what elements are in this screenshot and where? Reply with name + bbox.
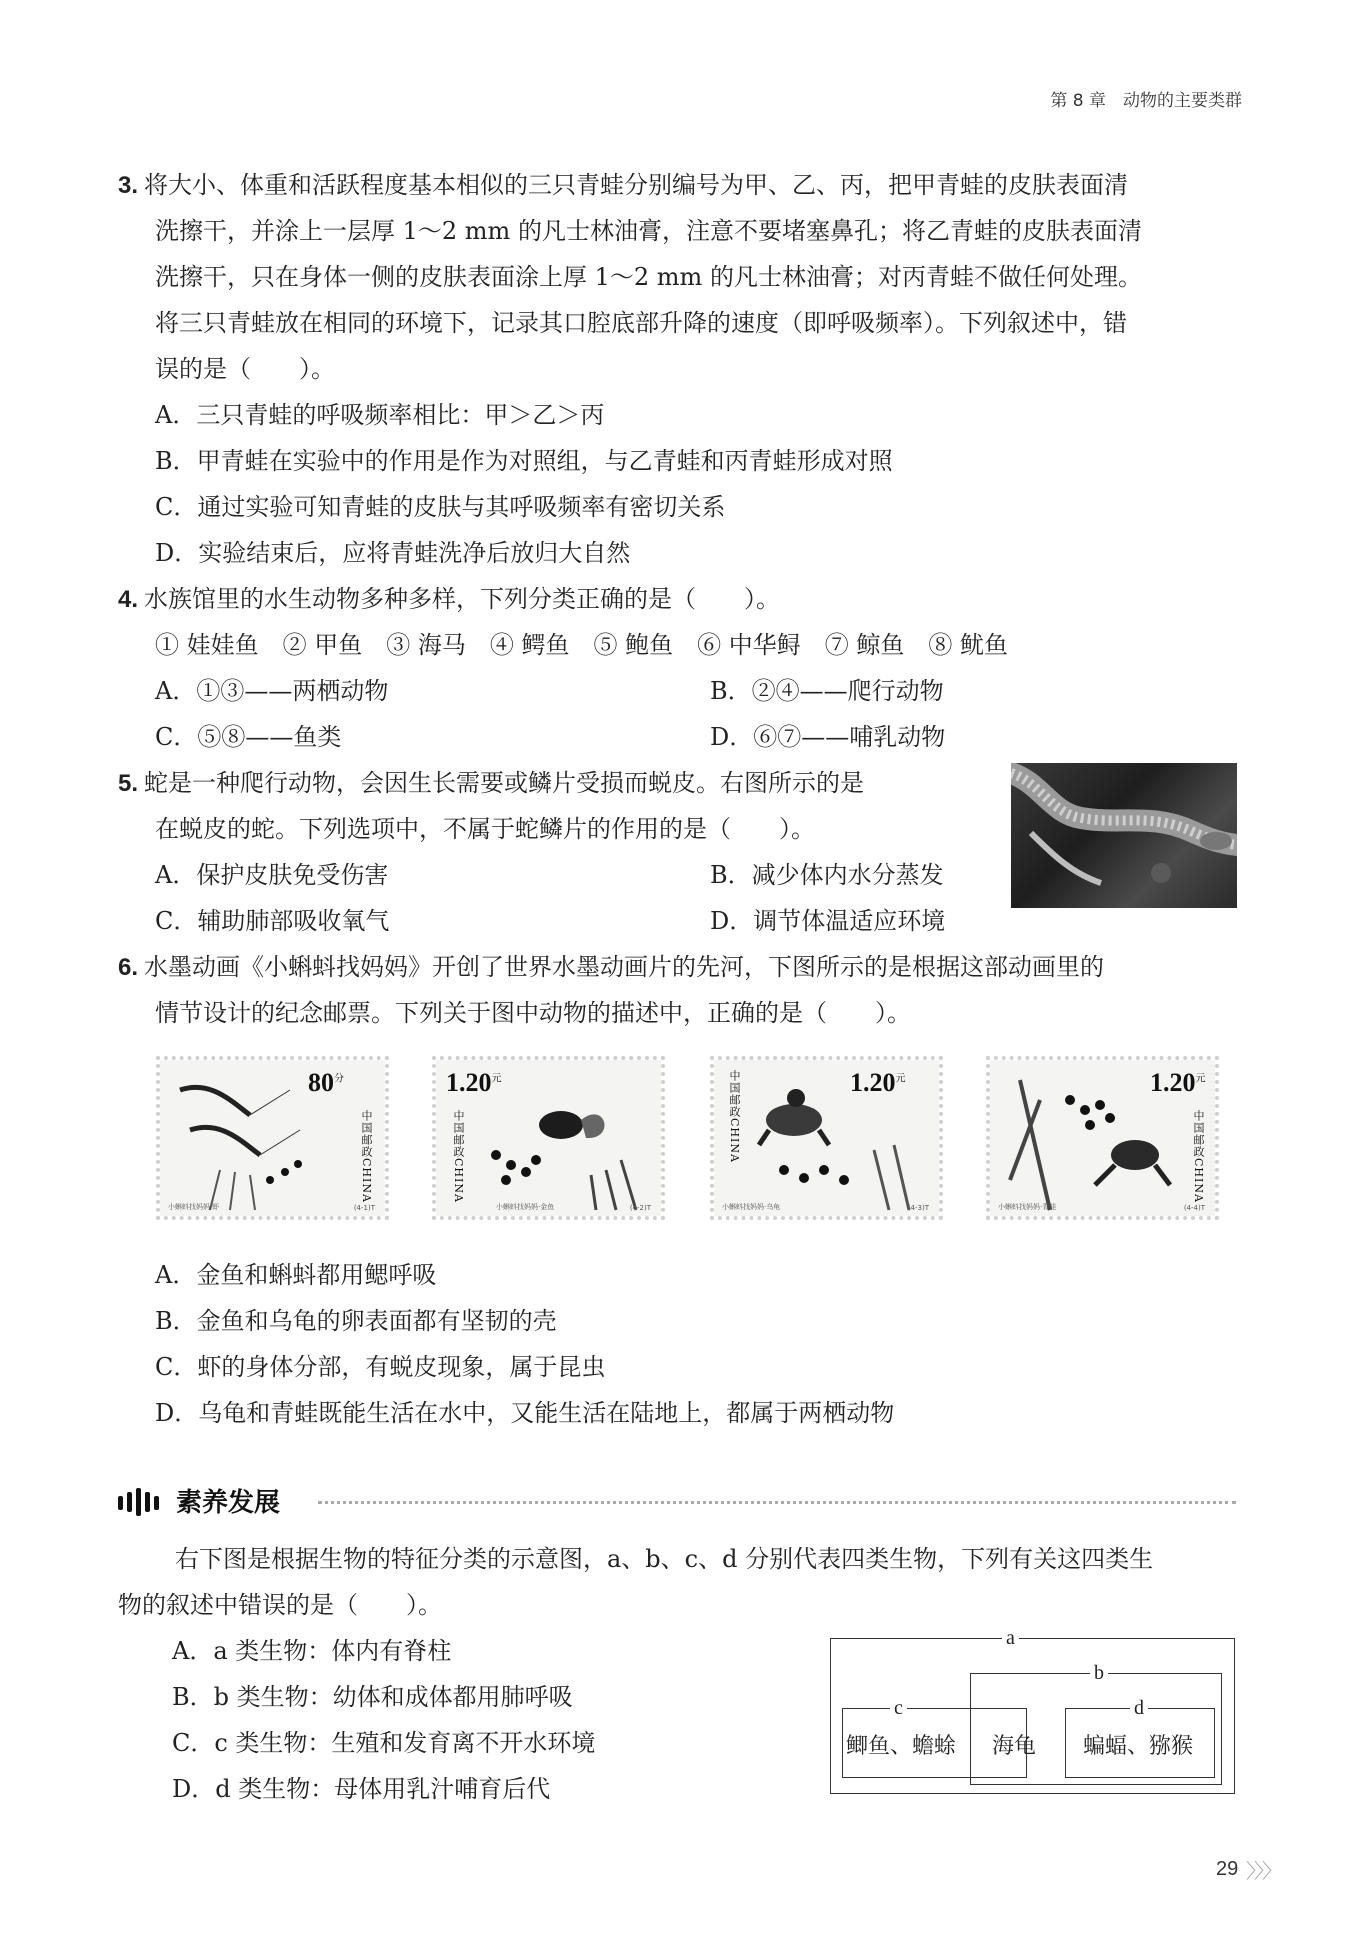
stamp-post-2: 中国邮政CHINA xyxy=(452,1110,465,1203)
q4-option-d: D．⑥⑦——哺乳动物 xyxy=(710,723,946,751)
stamp-caption-2: 小蝌蚪找妈妈·金鱼 xyxy=(496,1203,555,1211)
section-line-2: 物的叙述中错误的是（ ）。 xyxy=(118,1591,442,1619)
q6-option-c: C．虾的身体分部，有蜕皮现象，属于昆虫 xyxy=(155,1353,606,1381)
q3-line-3: 洗擦干，只在身体一侧的皮肤表面涂上厚 1～2 mm 的凡士林油膏；对丙青蛙不做任何处理。 xyxy=(155,263,1142,291)
stamp-frog xyxy=(990,1060,1215,1216)
q3-option-c: C．通过实验可知青蛙的皮肤与其呼吸频率有密切关系 xyxy=(155,493,726,521)
q6-number: 6. xyxy=(118,954,139,981)
chapter-header: 第 8 章 动物的主要类群 xyxy=(1050,91,1242,111)
section-option-d: D．d 类生物：母体用乳汁哺育后代 xyxy=(172,1775,551,1803)
stamp-value-3: $1.20^元$ xyxy=(850,1068,906,1097)
q5-line-2: 在蜕皮的蛇。下列选项中，不属于蛇鳞片的作用的是（ ）。 xyxy=(155,815,815,843)
stamp-caption-1: 小蝌蚪找妈妈·虾 xyxy=(168,1203,220,1211)
snake-shedding-photo xyxy=(1011,763,1237,908)
q4-option-c: C．⑤⑧——鱼类 xyxy=(155,723,342,751)
box-d-text: 蝙蝠、猕猴 xyxy=(1083,1734,1194,1759)
box-bc-overlap-text: 海龟 xyxy=(992,1734,1037,1759)
box-c-label: c xyxy=(890,1697,907,1719)
q6-line-2: 情节设计的纪念邮票。下列关于图中动物的描述中，正确的是（ ）。 xyxy=(155,999,911,1027)
q4-option-b: B．②④——爬行动物 xyxy=(710,677,944,705)
section-option-a: A．a 类生物：体内有脊柱 xyxy=(172,1637,452,1665)
q6-option-d: D．乌龟和青蛙既能生活在水中，又能生活在陆地上，都属于两栖动物 xyxy=(155,1399,895,1427)
page-number: 29 xyxy=(1216,1858,1239,1880)
q5-line-1: 5. 蛇是一种爬行动物，会因生长需要或鳞片受损而蜕皮。右图所示的是 xyxy=(118,769,865,797)
q3-option-d: D．实验结束后，应将青蛙洗净后放归大自然 xyxy=(155,539,631,567)
stamp-serial-3: (4-3)T xyxy=(907,1204,929,1212)
stamp-caption-3: 小蝌蚪找妈妈·乌龟 xyxy=(722,1203,781,1211)
box-a-label: a xyxy=(1002,1627,1019,1649)
q4-stem: 4. 水族馆里的水生动物多种多样，下列分类正确的是（ ）。 xyxy=(118,585,781,613)
stamp-value-4: $1.20^元$ xyxy=(1150,1068,1206,1097)
q3-number: 3. xyxy=(118,172,139,199)
section-option-b: B．b 类生物：幼体和成体都用肺呼吸 xyxy=(172,1683,573,1711)
stamp-serial-1: (4-1)T xyxy=(353,1204,375,1212)
q4-option-a: A．①③——两栖动物 xyxy=(155,677,389,705)
stamp-shrimp xyxy=(160,1060,385,1216)
stamp-post-1: 中国邮政CHINA xyxy=(360,1110,373,1203)
q3-line-2: 洗擦干，并涂上一层厚 1～2 mm 的凡士林油膏，注意不要堵塞鼻孔；将乙青蛙的皮肤表面清 xyxy=(155,217,1142,245)
q6-line-1: 6. 水墨动画《小蝌蚪找妈妈》开创了世界水墨动画片的先河，下图所示的是根据这部动画里的 xyxy=(118,953,1105,981)
classification-diagram xyxy=(830,1628,1235,1794)
section-title: 素养发展 xyxy=(176,1488,281,1518)
q3-line-5: 误的是（ ）。 xyxy=(155,355,335,383)
q5-number: 5. xyxy=(118,770,139,797)
q4-number: 4. xyxy=(118,586,139,613)
shrimp-icon xyxy=(160,1060,385,1216)
stamp-serial-4: (4-4)T xyxy=(1183,1204,1205,1212)
stamp-post-4: 中国邮政CHINA xyxy=(1192,1110,1205,1203)
q5-option-b: B．减少体内水分蒸发 xyxy=(710,861,944,889)
q6-option-a: A．金鱼和蝌蚪都用鳃呼吸 xyxy=(155,1261,437,1289)
q4-items: ① 娃娃鱼 ② 甲鱼 ③ 海马 ④ 鳄鱼 ⑤ 鲍鱼 ⑥ 中华鲟 ⑦ 鲸鱼 ⑧ 鱿鱼 xyxy=(155,631,1009,659)
q5-option-d: D．调节体温适应环境 xyxy=(710,907,946,935)
q3-option-a: A．三只青蛙的呼吸频率相比：甲＞乙＞丙 xyxy=(155,401,605,429)
stamp-caption-4: 小蝌蚪找妈妈·青蛙 xyxy=(998,1203,1057,1211)
section-line-1: 右下图是根据生物的特征分类的示意图，a、b、c、d 分别代表四类生物，下列有关这四类生 xyxy=(175,1545,1154,1573)
stamp-serial-2: (4-2)T xyxy=(629,1204,651,1212)
box-d-label: d xyxy=(1130,1697,1148,1719)
q3-line-1: 3. 将大小、体重和活跃程度基本相似的三只青蛙分别编号为甲、乙、丙，把甲青蛙的皮肤表面清 xyxy=(118,171,1129,199)
page-arrows-icon: 〉〉〉 xyxy=(1246,1859,1280,1883)
box-c-text: 鲫鱼、蟾蜍 xyxy=(846,1734,957,1759)
stamp-value-2: $1.20^元$ xyxy=(446,1068,502,1097)
stamp-post-3: 中国邮政CHINA xyxy=(728,1070,741,1163)
box-b-label: b xyxy=(1090,1662,1108,1684)
stamp-value-1: $80^分$ xyxy=(308,1068,344,1097)
q5-option-c: C．辅助肺部吸收氧气 xyxy=(155,907,390,935)
section-divider xyxy=(318,1501,1236,1504)
q3-line-4: 将三只青蛙放在相同的环境下，记录其口腔底部升降的速度（即呼吸频率）。下列叙述中，错 xyxy=(155,309,1127,337)
q6-option-b: B．金鱼和乌龟的卵表面都有坚韧的壳 xyxy=(155,1307,557,1335)
stamp-goldfish xyxy=(436,1060,661,1216)
snake-illustration xyxy=(1011,763,1237,908)
q3-option-b: B．甲青蛙在实验中的作用是作为对照组，与乙青蛙和丙青蛙形成对照 xyxy=(155,447,893,475)
section-bars-icon xyxy=(116,1488,172,1516)
section-option-c: C．c 类生物：生殖和发育离不开水环境 xyxy=(172,1729,596,1757)
q5-option-a: A．保护皮肤免受伤害 xyxy=(155,861,389,889)
stamp-turtle xyxy=(714,1060,939,1216)
